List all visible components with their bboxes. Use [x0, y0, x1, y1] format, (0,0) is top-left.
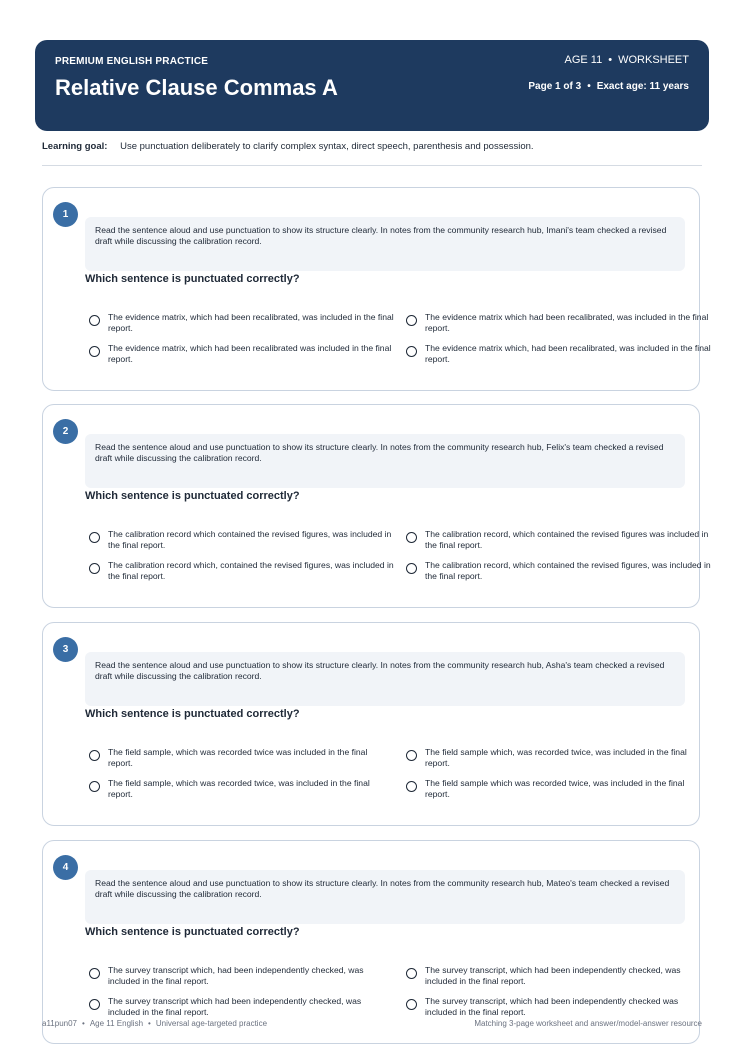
- option-text: The field sample which, was recorded twice, was included in the final report.: [425, 747, 687, 768]
- answer-option[interactable]: [406, 996, 711, 1018]
- answer-option[interactable]: [89, 778, 394, 800]
- answer-option[interactable]: [406, 312, 711, 334]
- option-text: The calibration record, which contained the revised figures, was included in the final report.: [425, 560, 711, 581]
- answer-option[interactable]: [406, 560, 711, 582]
- divider: [42, 165, 702, 166]
- age-worksheet-label: [565, 54, 689, 66]
- answer-option[interactable]: [406, 747, 711, 769]
- option-text: The evidence matrix which had been recalibrated, was included in the final report.: [425, 312, 709, 333]
- type-label: WORKSHEET: [618, 54, 689, 66]
- radio-icon[interactable]: [89, 563, 100, 574]
- separator: •: [82, 1019, 85, 1028]
- answer-option[interactable]: [406, 343, 711, 365]
- radio-icon[interactable]: [406, 968, 417, 979]
- learning-goal: [42, 141, 534, 152]
- question-card-1: [42, 187, 711, 391]
- footer-left: [42, 1019, 267, 1028]
- page-number: Page 1 of 3: [528, 81, 582, 92]
- answer-option[interactable]: [406, 529, 711, 551]
- question-card-4: [42, 840, 700, 1044]
- question-number: 2: [53, 419, 78, 444]
- learning-goal-text: Use punctuation deliberately to clarify complex syntax, direct speech, parenthesis and possession.: [120, 141, 534, 152]
- worksheet-header: [35, 40, 709, 131]
- age-label: AGE 11: [564, 54, 603, 66]
- answer-option[interactable]: [89, 560, 394, 582]
- question-context: Read the sentence aloud and use punctuation to show its structure clearly. In notes from the community research hub, Imani's team checked a revised draft while discussing the calibration record.: [85, 217, 685, 271]
- answer-option[interactable]: [89, 312, 394, 334]
- option-text: The evidence matrix which, had been recalibrated, was included in the final report.: [425, 343, 711, 364]
- question-prompt: Which sentence is punctuated correctly?: [85, 708, 300, 720]
- option-text: The evidence matrix, which had been recalibrated, was included in the final report.: [108, 312, 394, 333]
- footer-tagline: Universal age-targeted practice: [155, 1019, 268, 1028]
- option-text: The survey transcript which had been independently checked, was included in the final report.: [108, 996, 362, 1017]
- question-context: Read the sentence aloud and use punctuation to show its structure clearly. In notes from the community research hub, Felix's team checked a revised draft while discussing the calibration record.: [85, 434, 685, 488]
- footer-subject: Age 11 English: [89, 1019, 144, 1028]
- answer-option[interactable]: [406, 778, 711, 800]
- question-number: 4: [53, 855, 78, 880]
- separator: •: [608, 54, 613, 66]
- radio-icon[interactable]: [406, 999, 417, 1010]
- option-text: The field sample, which was recorded twice, was included in the final report.: [108, 778, 370, 799]
- answer-option[interactable]: [89, 965, 394, 987]
- brand-label: PREMIUM ENGLISH PRACTICE: [55, 56, 209, 67]
- separator: •: [587, 81, 591, 92]
- answer-option[interactable]: [89, 996, 394, 1018]
- page-title: Relative Clause Commas A: [55, 75, 338, 100]
- separator: •: [148, 1019, 151, 1028]
- option-text: The field sample which was recorded twice, was included in the final report.: [425, 778, 685, 799]
- question-prompt: Which sentence is punctuated correctly?: [85, 490, 300, 502]
- radio-icon[interactable]: [89, 346, 100, 357]
- question-card-3: [42, 622, 700, 826]
- radio-icon[interactable]: [406, 781, 417, 792]
- page-info: [528, 81, 689, 92]
- question-number: 1: [53, 202, 78, 227]
- question-prompt: Which sentence is punctuated correctly?: [85, 273, 300, 285]
- option-text: The survey transcript which, had been independently checked, was included in the final report.: [108, 965, 364, 986]
- footer-code: a11pun07: [42, 1019, 77, 1028]
- radio-icon[interactable]: [406, 532, 417, 543]
- radio-icon[interactable]: [89, 968, 100, 979]
- radio-icon[interactable]: [89, 781, 100, 792]
- radio-icon[interactable]: [89, 999, 100, 1010]
- question-context: Read the sentence aloud and use punctuation to show its structure clearly. In notes from the community research hub, Asha's team checked a revised draft while discussing the calibration record.: [85, 652, 685, 706]
- option-text: The survey transcript, which had been independently checked was included in the final report.: [425, 996, 679, 1017]
- question-context: Read the sentence aloud and use punctuation to show its structure clearly. In notes from the community research hub, Mateo's team checked a revised draft while discussing the calibration record.: [85, 870, 685, 924]
- option-text: The field sample, which was recorded twice was included in the final report.: [108, 747, 368, 768]
- footer-right: Matching 3-page worksheet and answer/model-answer resource: [474, 1019, 702, 1028]
- learning-goal-label: Learning goal:: [42, 141, 108, 152]
- answer-option[interactable]: [89, 529, 394, 551]
- option-text: The calibration record which contained the revised figures, was included in the final report.: [108, 529, 392, 550]
- radio-icon[interactable]: [406, 750, 417, 761]
- radio-icon[interactable]: [406, 563, 417, 574]
- answer-option[interactable]: [89, 747, 394, 769]
- answer-option[interactable]: [89, 343, 394, 365]
- option-text: The calibration record which, contained the revised figures, was included in the final report.: [108, 560, 394, 581]
- radio-icon[interactable]: [89, 532, 100, 543]
- question-card-2: [42, 404, 711, 608]
- question-number: 3: [53, 637, 78, 662]
- option-text: The calibration record, which contained the revised figures was included in the final report.: [425, 529, 709, 550]
- option-text: The evidence matrix, which had been recalibrated was included in the final report.: [108, 343, 392, 364]
- question-prompt: Which sentence is punctuated correctly?: [85, 926, 300, 938]
- radio-icon[interactable]: [89, 315, 100, 326]
- exact-age: Exact age: 11 years: [596, 81, 689, 92]
- radio-icon[interactable]: [89, 750, 100, 761]
- radio-icon[interactable]: [406, 346, 417, 357]
- answer-option[interactable]: [406, 965, 711, 987]
- radio-icon[interactable]: [406, 315, 417, 326]
- option-text: The survey transcript, which had been independently checked, was included in the final report.: [425, 965, 681, 986]
